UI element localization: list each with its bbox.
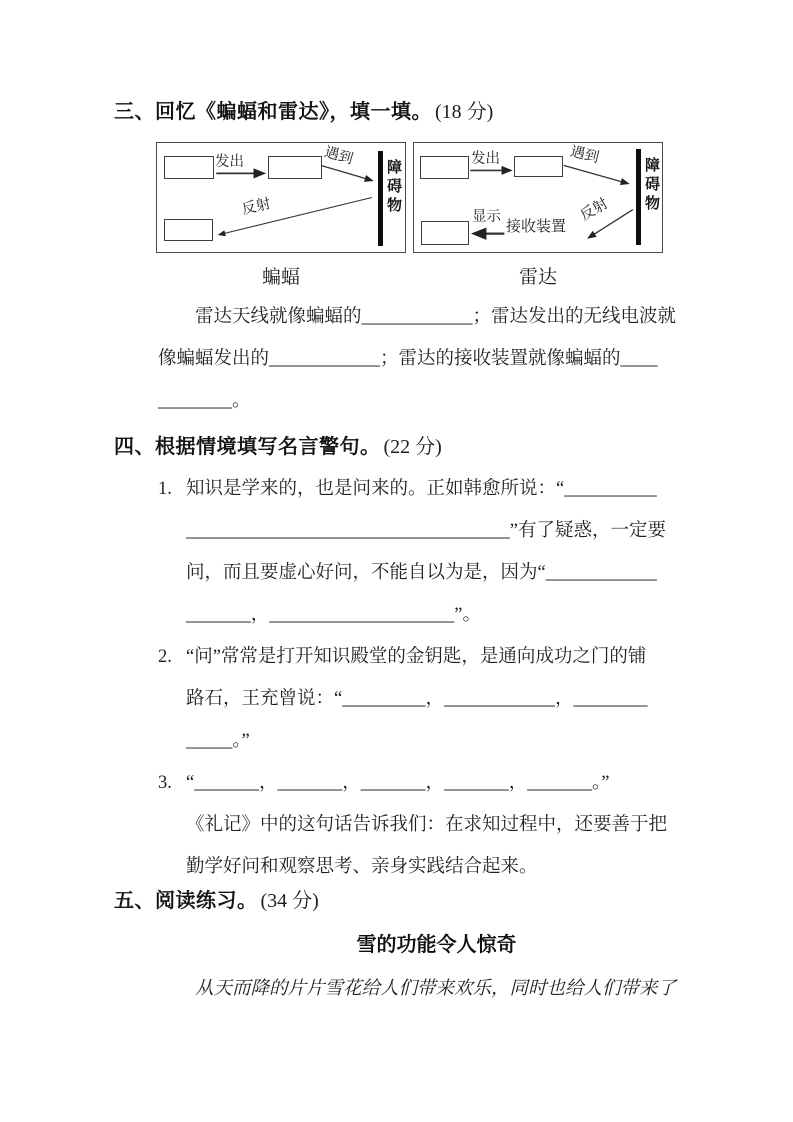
diagram-row — [156, 142, 663, 253]
item1-line-2: ___________________________________”有了疑惑，一定要 — [186, 521, 666, 541]
section3-fill-paragraph — [158, 296, 676, 422]
radar-meet-arrow — [564, 165, 628, 183]
item1-number: 1. — [158, 479, 172, 499]
radar-emit-label: 发出 — [471, 151, 500, 167]
radar-obstacle-label: 障碍物 — [643, 157, 659, 214]
question-item-1 — [158, 468, 666, 636]
question-item-2 — [158, 636, 647, 762]
diagram-captions — [156, 262, 663, 289]
item1-line-1-text: 知识是学来的，也是问来的。正如韩愈所说：“__________ — [186, 479, 657, 499]
passage-title: 雪的功能令人惊奇 — [356, 934, 517, 956]
fill-line-2: 像蝙蝠发出的____________；雷达的接收装置就像蝙蝠的____ — [158, 349, 658, 369]
section5-score: (34 分) — [260, 890, 319, 912]
bat-blank-box-wave — [268, 156, 322, 179]
section4-heading — [114, 434, 442, 460]
section4-score: (22 分) — [383, 436, 442, 458]
bat-meet-label: 遇到 — [322, 144, 355, 168]
radar-diagram — [413, 142, 663, 253]
item2-line-1 — [158, 636, 647, 678]
section5-title: 五、阅读练习。 — [114, 890, 258, 912]
passage-line-1-text: 从天而降的片片雪花给人们带来欢乐，同时也给人们带来了 — [195, 979, 677, 999]
bat-reflect-label: 反射 — [240, 195, 273, 219]
bat-emit-label: 发出 — [215, 154, 244, 170]
item2-line-1-text: “问”常常是打开知识殿堂的金钥匙，是通向成功之门的铺 — [186, 647, 647, 667]
radar-blank-box-screen — [421, 221, 469, 245]
section3-heading — [114, 99, 493, 125]
section3-score: (18 分) — [435, 101, 494, 123]
bat-blank-box-ear — [164, 219, 213, 241]
item3-line-2: 《礼记》中的这句话告诉我们：在求知过程中，还要善于把 — [186, 815, 668, 835]
bat-obstacle-bar — [378, 151, 383, 246]
radar-blank-box-source — [420, 156, 469, 179]
fill-line-1: 雷达天线就像蝙蝠的____________；雷达发出的无线电波就 — [195, 307, 677, 327]
question-item-3 — [158, 762, 667, 888]
section4-title: 四、根据情境填写名言警句。 — [114, 436, 381, 458]
item3-line-1-text: “_______，_______，_______，_______，_______。” — [186, 773, 610, 793]
radar-obstacle-bar — [636, 149, 641, 245]
bat-caption: 蝙蝠 — [261, 267, 300, 288]
radar-blank-box-wave — [514, 156, 563, 177]
item1-line-3: 问，而且要虚心好问，不能自以为是，因为“____________ — [186, 563, 657, 583]
radar-receiver-label: 接收装置 — [506, 219, 567, 235]
item2-number: 2. — [158, 647, 172, 667]
bat-blank-box-source — [164, 156, 214, 179]
section5-heading — [114, 888, 319, 914]
radar-caption: 雷达 — [518, 267, 557, 288]
radar-meet-label: 遇到 — [568, 143, 601, 167]
passage-line-1 — [158, 968, 676, 1010]
fill-line-3: ________。 — [158, 391, 251, 411]
section3-title: 三、回忆《蝙蝠和雷达》，填一填。 — [114, 101, 432, 123]
item2-line-2: 路石，王充曾说：“_________，____________，________ — [186, 689, 648, 709]
radar-display-label: 显示 — [472, 209, 501, 225]
radar-reflect-label: 反射 — [577, 195, 611, 225]
item3-line-1 — [158, 762, 667, 804]
bat-obstacle-label: 障碍物 — [385, 159, 401, 216]
item1-line-1 — [158, 468, 666, 510]
item1-line-4: _______，____________________”。 — [186, 605, 481, 625]
item3-line-3: 勤学好问和观察思考、亲身实践结合起来。 — [186, 857, 538, 877]
item2-line-3: _____。” — [186, 731, 250, 751]
item3-number: 3. — [158, 773, 172, 793]
bat-diagram — [156, 142, 406, 253]
bat-meet-arrow — [321, 165, 372, 180]
